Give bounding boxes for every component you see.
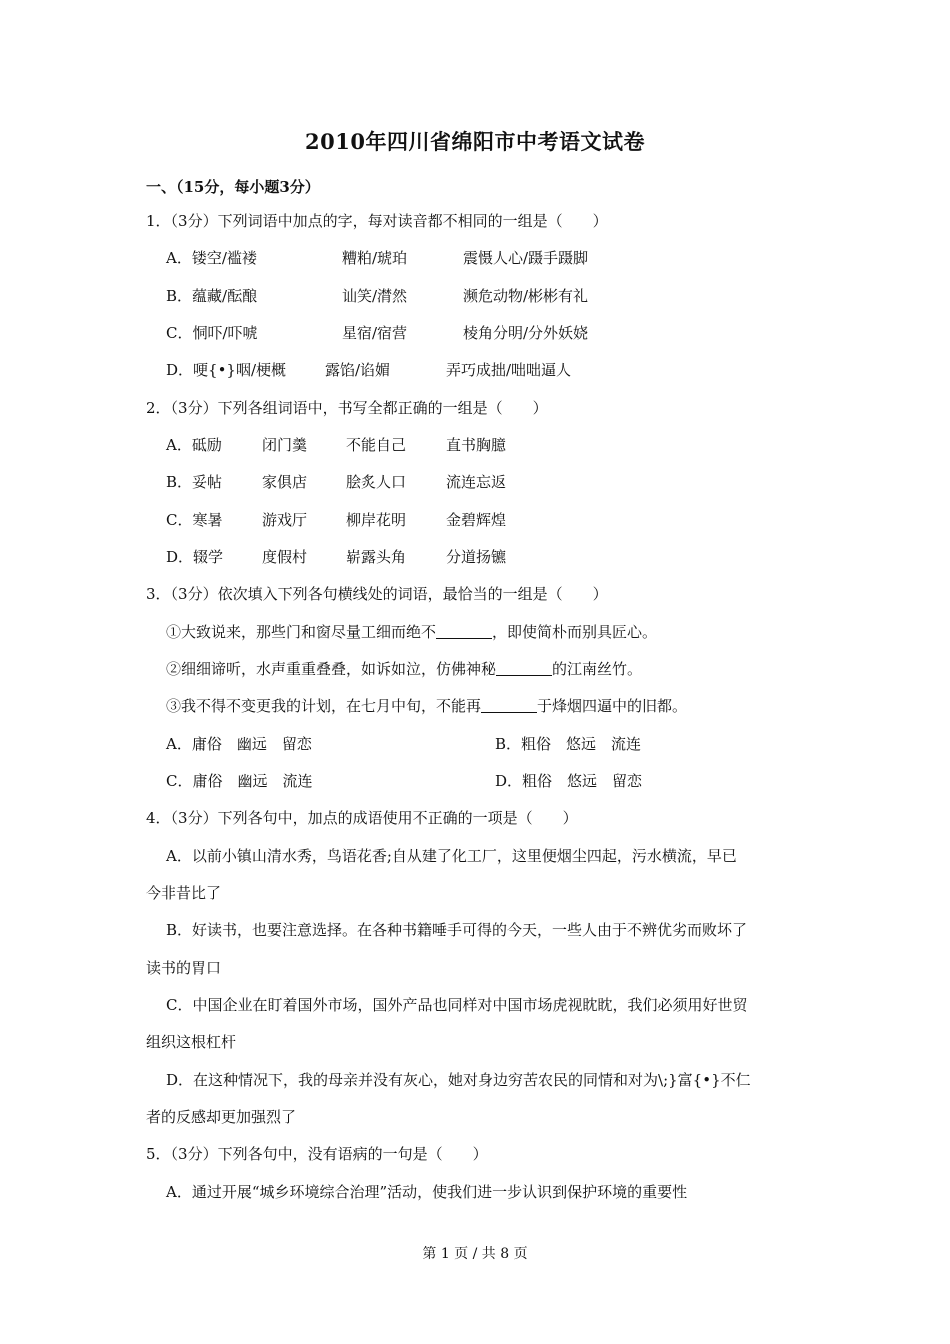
- q2-option-a: [166, 435, 222, 455]
- option-item-1: 寒暑: [192, 511, 223, 529]
- q2-option-b-item-3: 脍炙人口: [346, 473, 407, 491]
- option-label: C．: [166, 324, 193, 342]
- page-footer: 第 1 页 / 共 8 页: [422, 1246, 528, 1262]
- q2-option-a-item-2: 闭门羹: [262, 436, 308, 454]
- option-item-1: 蕴藏/酝酿: [192, 287, 258, 305]
- q2-option-d: [166, 547, 223, 567]
- sentence-text: 于烽烟四逼中的旧都。: [537, 697, 688, 715]
- q1-option-b-item-2: 讪笑/潸然: [342, 287, 408, 305]
- q2-option-d-item-3: 崭露头角: [346, 548, 407, 566]
- q3-option-a: A．庸俗 幽远 留恋: [166, 735, 312, 753]
- page-title: 2010年四川省绵阳市中考语文试卷: [305, 129, 645, 154]
- q4-option-c-line-1: C．中国企业在盯着国外市场，国外产品也同样对中国市场虎视眈眈，我们必须用好世贸: [166, 996, 748, 1014]
- option-label: A．: [166, 249, 192, 267]
- q1-option-b: [166, 286, 257, 306]
- q4-option-d-line-2: 者的反感却更加强烈了: [146, 1108, 297, 1126]
- q2-option-d-item-4: 分道扬镳: [446, 548, 507, 566]
- q2-option-c-item-3: 柳岸花明: [346, 511, 407, 529]
- question-1-stem: 1．（3分）下列词语中加点的字，每对读音都不相同的一组是（ ）: [146, 212, 608, 230]
- q1-option-c-item-2: 星宿/宿营: [342, 324, 408, 342]
- q4-option-b-line-2: 读书的胃口: [146, 959, 222, 977]
- fill-blank: [481, 696, 537, 713]
- q2-option-b-item-4: 流连忘返: [446, 473, 507, 491]
- q1-option-b-item-3: 濒危动物/彬彬有礼: [463, 287, 589, 305]
- option-label: B．: [166, 287, 193, 305]
- option-item-1: 妥帖: [192, 473, 223, 491]
- q1-option-c: [166, 323, 258, 343]
- q1-option-d: [166, 360, 286, 380]
- q2-option-c-item-4: 金碧辉煌: [446, 511, 507, 529]
- q4-option-a-line-2: 今非昔比了: [146, 884, 222, 902]
- q2-option-a-item-4: 直书胸臆: [446, 436, 507, 454]
- q3-sentence-2: [166, 659, 642, 679]
- q4-option-c-line-2: 组织这根杠杆: [146, 1033, 237, 1051]
- section-heading: 一、（15分，每小题3分）: [146, 178, 320, 196]
- option-item-1: 哽{•}咽/梗概: [193, 361, 287, 379]
- q4-option-a-line-1: A．以前小镇山清水秀，鸟语花香;自从建了化工厂，这里便烟尘四起，污水横流，早已: [166, 847, 737, 865]
- question-3-stem: 3．（3分）依次填入下列各句横线处的词语，最恰当的一组是（ ）: [146, 585, 608, 603]
- q3-option-b: B．粗俗 悠远 流连: [495, 735, 642, 753]
- fill-blank: [436, 622, 492, 639]
- sentence-text: 的江南丝竹。: [552, 660, 643, 678]
- q2-option-d-item-2: 度假村: [262, 548, 308, 566]
- option-item-1: 辍学: [193, 548, 224, 566]
- q2-option-a-item-3: 不能自己: [346, 436, 407, 454]
- question-5-stem: 5．（3分）下列各句中，没有语病的一句是（ ）: [146, 1145, 488, 1163]
- option-item-1: 镂空/褴褛: [191, 249, 257, 267]
- q2-option-c-item-2: 游戏厅: [262, 511, 308, 529]
- q5-option-a: A．通过开展“城乡环境综合治理”活动，使我们进一步认识到保护环境的重要性: [166, 1183, 688, 1201]
- sentence-text: ②细细谛听，水声重重叠叠，如诉如泣，仿佛神秘: [166, 660, 497, 678]
- option-label: D．: [166, 548, 194, 566]
- q3-option-d: D．粗俗 悠远 留恋: [495, 772, 643, 790]
- q4-option-b-line-1: B．好读书，也要注意选择。在各种书籍唾手可得的今天，一些人由于不辨优劣而败坏了: [166, 921, 748, 939]
- q1-option-a: [166, 248, 257, 268]
- option-label: B．: [166, 473, 193, 491]
- q1-option-a-item-3: 震慑人心/蹑手蹑脚: [463, 249, 589, 267]
- question-2-stem: 2．（3分）下列各组词语中，书写全都正确的一组是（ ）: [146, 399, 548, 417]
- q2-option-c: [166, 510, 223, 530]
- q1-option-a-item-2: 糟粕/琥珀: [342, 249, 408, 267]
- question-4-stem: 4．（3分）下列各句中，加点的成语使用不正确的一项是（ ）: [146, 809, 578, 827]
- q4-option-d-line-1: D．在这种情况下，我的母亲并没有灰心，她对身边穷苦农民的同情和对为\;}富{•}不仁: [166, 1071, 751, 1089]
- q3-sentence-3: [166, 696, 687, 716]
- q1-option-c-item-3: 棱角分明/分外妖娆: [463, 324, 589, 342]
- q3-option-c: C．庸俗 幽远 流连: [166, 772, 313, 790]
- option-item-1: 恫吓/吓唬: [192, 324, 258, 342]
- fill-blank: [496, 659, 552, 676]
- option-label: A．: [166, 436, 192, 454]
- sentence-text: ①大致说来，那些门和窗尽量工细而绝不: [166, 623, 437, 641]
- option-item-1: 砥励: [191, 436, 222, 454]
- q2-option-b: [166, 472, 222, 492]
- q3-sentence-1: [166, 622, 657, 642]
- q2-option-b-item-2: 家俱店: [262, 473, 308, 491]
- q1-option-d-item-3: 弄巧成拙/咄咄逼人: [446, 361, 572, 379]
- option-label: D．: [166, 361, 194, 379]
- option-label: C．: [166, 511, 193, 529]
- sentence-text: ③我不得不变更我的计划，在七月中旬，不能再: [166, 697, 482, 715]
- q1-option-d-item-2: 露馅/谄媚: [325, 361, 391, 379]
- sentence-text: ，即使简朴而别具匠心。: [492, 623, 658, 641]
